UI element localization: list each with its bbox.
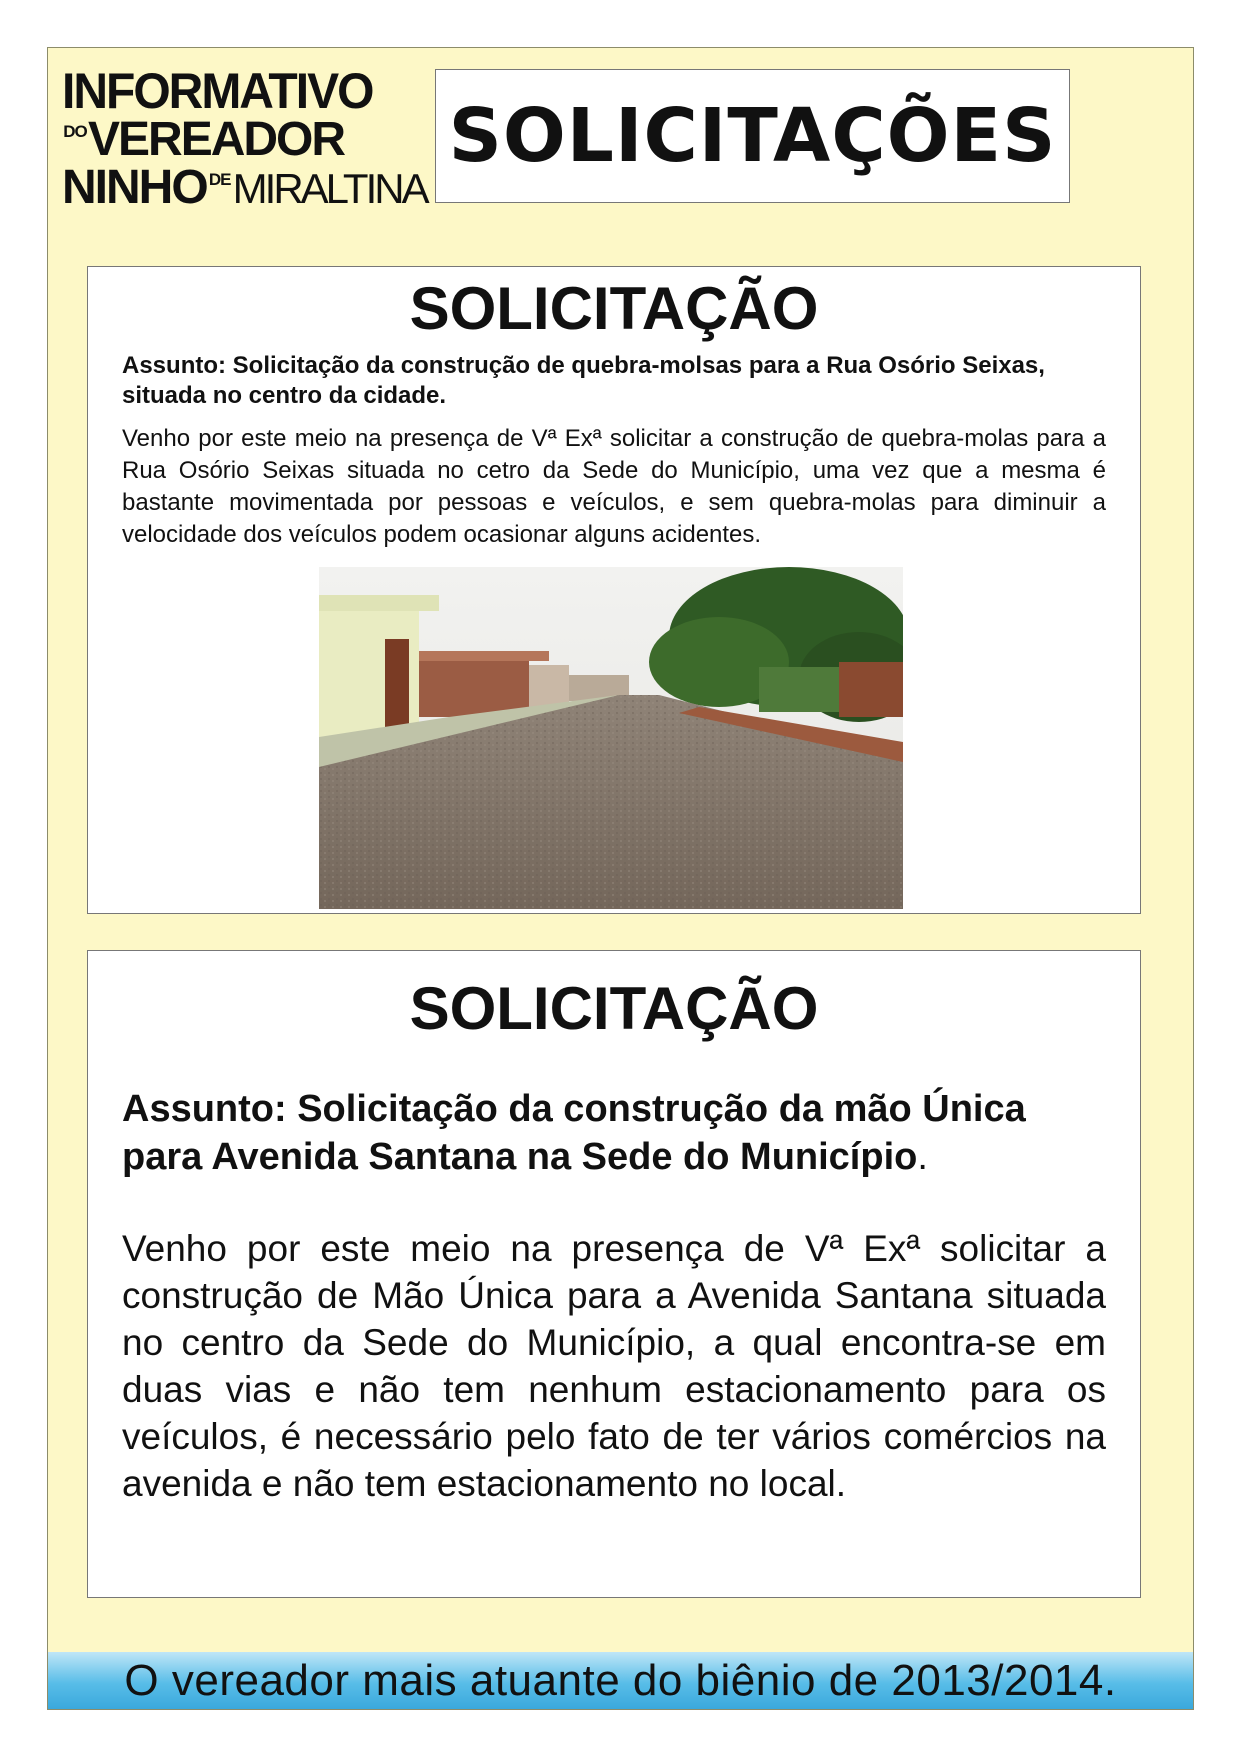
logo-ninho: NINHO (62, 161, 207, 214)
request-1-title: SOLICITAÇÃO (409, 275, 819, 342)
request-2-subject-period: . (917, 1136, 928, 1178)
logo-line-3 (62, 161, 427, 214)
request-2-body: Venho por este meio na presença de Vª Exª solicitar a construção de Mão Única para a Avenida Santana situada no centro da Sede do Município, a qual encontra-se em duas vias e não tem nenhum estacionamento para os veículos, é necessário pelo fato de ter vários comércios na avenida e não tem estacionamento no local. (122, 1228, 1106, 1504)
newsletter-logo (62, 63, 427, 218)
logo-small-do: DO (63, 122, 87, 141)
logo-miraltina: MIRALTINA (232, 165, 427, 212)
request-1-subject: Assunto: Solicitação da construção de quebra-molsas para a Rua Osório Seixas, situada no centro da cidade. (122, 352, 1045, 409)
logo-vereador: VEREADOR (88, 113, 345, 166)
street-photo (319, 567, 903, 909)
request-2-subject (122, 1085, 1106, 1181)
request-2-title: SOLICITAÇÃO (409, 975, 819, 1042)
request-card-2 (87, 950, 1141, 1598)
logo-line-2 (62, 113, 345, 166)
newsletter-page (47, 47, 1194, 1710)
page-title: SOLICITAÇÕES (448, 93, 1057, 179)
logo-line-1: INFORMATIVO (62, 63, 373, 120)
footer-banner (48, 1652, 1193, 1709)
footer-slogan: O vereador mais atuante do biênio de 2013/2014. (124, 1655, 1117, 1705)
header-title-box (435, 69, 1070, 203)
request-1-body: Venho por este meio na presença de Vª Exª solicitar a construção de quebra-molas para a Rua Osório Seixas situada no cetro da Sede do Município, uma vez que a mesma é bastante movimentada por pessoas e veículos, e sem quebra-molas para diminuir a velocidade dos veículos podem ocasionar alguns acidentes. (122, 425, 1106, 548)
request-card-1 (87, 266, 1141, 914)
logo-small-de: DE (208, 170, 231, 189)
request-2-subject-text: Assunto: Solicitação da construção da mão Única para Avenida Santana na Sede do Município (122, 1088, 1026, 1178)
